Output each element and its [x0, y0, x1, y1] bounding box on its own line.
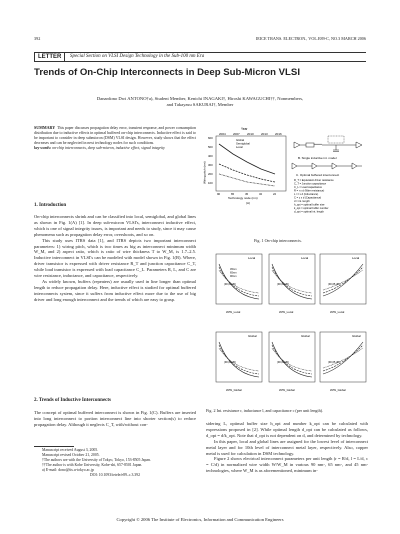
fig1-legend-local: Local — [236, 145, 243, 149]
fig1-panel-a-label: (A) — [246, 201, 250, 205]
fig1-year: 2013 — [261, 132, 268, 136]
fig2-curve — [219, 264, 259, 299]
footnote-doi: DOI: 10.1093/ietele/e89–c.3.392 — [90, 473, 140, 477]
fig1-line-local — [219, 174, 275, 186]
fig1-legend-semiglobal: Semiglobal — [236, 141, 250, 146]
fig2-annotation: (90,65,45) — [277, 283, 289, 286]
fig1-panel-c-circuit — [292, 163, 362, 169]
header-rule — [34, 52, 366, 53]
fig2-panel-frame — [216, 332, 262, 382]
paper-title: Trends of On-Chip Interconnects in Deep Sub-Micron VLSI — [34, 67, 300, 78]
abstract — [34, 125, 196, 151]
fig2-panel-xlabel: W/W_Local — [279, 310, 294, 314]
fig1-legend-line: d_opt = optimal int. length — [294, 210, 324, 214]
fig1-legend-line: R = r x d (Wire resistance) — [294, 189, 325, 193]
section-rule — [34, 61, 366, 62]
keywords-label: key words: — [34, 146, 52, 151]
fig2-annotation: (90,65,45) — [224, 361, 236, 364]
fig1-year: 2007 — [233, 132, 240, 136]
fig2-annotation: (90,65,45) — [328, 361, 340, 364]
fig2-panel-title: Local — [301, 256, 309, 260]
special-section: Special Section on VLSI Design Technology in the Sub-100 nm Era — [70, 54, 205, 59]
fig1-panel-c-label: C. Optimal buffered interconnect — [296, 173, 340, 177]
fig1-xtick: 32 — [259, 192, 263, 196]
fig2-panel-frame — [269, 332, 315, 382]
fig1-years — [219, 132, 282, 136]
right-column-body — [206, 421, 368, 474]
fig1-legend-line: d = int. length — [294, 200, 310, 203]
figure-2-svg — [206, 248, 366, 406]
footnote-received: Manuscript received August 3, 2005. — [42, 448, 99, 452]
fig2-panel-xlabel: W/W_Global — [226, 388, 242, 392]
footnote-email: a) E-mail: dono@iis.u-tokyo.ac.jp — [42, 468, 94, 472]
figure-1 — [202, 124, 366, 246]
fig2-panel-title: Local — [248, 256, 256, 260]
right-paragraph-1: sidering L, optimal buffer size h_opt and number k_opt can be calculated with expressions proposed in [2]. While optimal length d_opt can be calculated as follows, d_opt = d/k_opt. Note that d_opt is not dependent on d, and determined by technology. — [206, 421, 368, 438]
fig2-panel-title: Global — [248, 334, 257, 338]
section-2-heading: 2. Trends of Inductive Interconnects — [34, 398, 111, 403]
fig1-ytick: 300 — [208, 163, 213, 167]
right-paragraph-2: In this paper, local and global lines are assigned for the lowest level of interconnect metal layer and for 10th level of interconnect metal layer, respectively. Also, copper metal is used for calculation in DSM technology. — [206, 438, 368, 456]
fig2-panel — [216, 332, 262, 392]
keywords-text: on-chip interconnects, deep sub-micron, inductive effect, signal integrity — [52, 146, 165, 151]
fig2-panel-title: Global — [301, 334, 310, 338]
fig1-year: 2010 — [247, 132, 254, 136]
fig2-panel-xlabel: W/W_Local — [226, 310, 241, 314]
intro-paragraph-1: On-chip interconnects shrink and can be classified into local, semiglobal, and global lines as shown in Fig. 1(A) [1]. In deep sub-micron VLSI's, interconnect inductive effect, which is one of signal integrity issues, is important and needs to study, since it may cause phenomena such as propagation delay error, overshoots, and so on. — [34, 214, 196, 237]
fig2-panel — [216, 254, 262, 314]
right-paragraph-3: Figure 2 shows electrical interconnect parameters per unit length (r = R/d, l = L/d, c = C/d) in normalized wire width W/W_M in various 90 nm-, 65 nm-, and 45 nm-technologies, where W_M is as aforementioned, minimum in- — [206, 456, 368, 474]
fig2-panel — [320, 254, 366, 314]
figure-2 — [206, 248, 366, 406]
section-1-heading: 1. Introduction — [34, 203, 67, 208]
section-2-paragraph-1: The concept of optimal buffered interconnect is shown in Fig. 1(C). Buffers are inserted into long interconnect to portion interconnect line into shorter section(s) to reduce propagation delay. Although it neglects C_T, with/without con- — [34, 410, 196, 427]
footnote-affil-1: †The authors are with the University of Tokyo, Tokyo, 153-8505 Japan. — [42, 458, 151, 462]
fig2-curve — [272, 342, 312, 377]
fig1-xtick: 45 — [245, 192, 249, 196]
footnote-affil-2: ††The author is with Kobe University, Kobe-shi, 657-8501 Japan. — [42, 463, 143, 467]
fig1-ylabel: Wiring pitch (nm) — [202, 161, 207, 184]
fig2-curve — [272, 264, 312, 299]
fig1-legend-line: h_opt = optimal buffer size — [294, 203, 325, 207]
footnotes — [34, 448, 196, 478]
fig1-ytick: 600 — [208, 136, 213, 140]
figure-1-caption: Fig. 1 On-chip interconnects. — [254, 238, 302, 243]
abstract-text: This paper discusses propagation delay error, transient response, and power consumption distribution due to inductive effects in optimal buffered on-chip interconnects. Inductive effect is said to be important to consider in deep submicron (DSM) VLSI design. However, study shows that the effect decreases and can be neglected in next technology nodes for such conditions. — [34, 126, 197, 146]
figure-1-svg — [202, 124, 366, 246]
fig1-ytick: 500 — [208, 145, 213, 149]
fig1-ytick: 200 — [208, 172, 213, 176]
fig1-panel-b-label: B. Single inductive int. model — [298, 156, 337, 160]
fig2-annotation: (90,65,45) — [224, 283, 236, 286]
fig1-legend-line: k_opt = optimal buffer number — [294, 207, 329, 210]
fig1-year: 2016 — [275, 132, 282, 136]
fig1-legend — [236, 138, 250, 149]
fig2-curve — [219, 342, 259, 377]
section-1-body — [34, 214, 196, 303]
fig1-year-label: Year — [241, 127, 248, 131]
fig1-line-semiglobal — [219, 164, 275, 182]
fig1-xtick: 65 — [231, 192, 235, 196]
fig2-panel — [269, 332, 315, 392]
fig2-panel-xlabel: W/W_Local — [330, 310, 345, 314]
section-2-body — [34, 410, 196, 428]
fig1-year: 2004 — [219, 132, 226, 136]
fig2-panel-xlabel: W/W_Global — [330, 388, 346, 392]
intro-paragraph-3: As widely known, buffers (repeaters) are usually used in line longer than optimal length to reduce propagation delay. Here, inductive effect is studied for optimal buffered interconnects system, since it suffers from inductive effect more due to the use of big driver and long enough interconnect and the trends of which are easy to grasp. — [34, 278, 196, 302]
fig2-panel-title: Local — [352, 256, 360, 260]
fig2-panel — [320, 332, 366, 392]
page-number: 392 — [34, 36, 41, 41]
authors — [40, 96, 360, 108]
intro-paragraph-2: This study uses ITRS data [1], and ITRS depicts two important interconnect parameters: 1) wiring pitch, which is two times as big as interconnect minimum width W_M, and 2) aspect ratio, which is ratio of wire thickness T to W_M, is 1.7–2.5. Inductive interconnect in VLSI's can be modeled with model shown in Fig. 1(B). Where, driver transistor is expressed with driver resistance R_T and junction capacitance C_T, while load transistor is expressed with load capacitance C_L. Parameters R, L, and C are wire resistance, inductance, and capacitance, respectively. — [34, 237, 196, 279]
fig1-legend-line: R_T = Equivalent driver resistance — [294, 179, 334, 182]
fig2-panel-frame — [216, 254, 262, 304]
fig1-xlabel: Technology node (nm) — [228, 196, 258, 200]
fig2-panel — [269, 254, 315, 314]
abstract-label: SUMMARY — [34, 125, 56, 130]
fig2-panel-frame — [269, 254, 315, 304]
fig2-annotation: (90,65,45) — [277, 361, 289, 364]
fig1-panel-b-circuit — [294, 136, 362, 152]
letter-badge-text: LETTER — [38, 54, 62, 60]
fig2-panel-frame — [320, 254, 366, 304]
fig2-panel-title: Global — [352, 334, 361, 338]
fig2-panel-xlabel: W/W_Global — [279, 388, 295, 392]
fig1-legend-line: C = c x d (Capacitance) — [294, 196, 322, 200]
fig2-legend-entry: 45nm — [230, 268, 237, 271]
footnote-rule — [34, 446, 74, 447]
footnote-revised: Manuscript revised October 21, 2005. — [42, 453, 100, 457]
fig2-legend-entry: 90nm — [230, 275, 237, 278]
fig1-ytick: 100 — [208, 181, 213, 185]
fig2-panel-frame — [320, 332, 366, 382]
fig1-legend-global: Global — [236, 138, 245, 142]
fig1-legend-line: C_L = Load capacitance — [294, 186, 322, 189]
authors-line-2: and Takayasu SAKURAI†, Member — [166, 102, 234, 108]
fig2-legend-entry: 65nm — [230, 271, 237, 275]
fig1-legend-line: C_T = Junction capacitance — [294, 182, 327, 186]
fig1-legend-lines — [294, 178, 334, 214]
authors-line-1: Danardono Dwi ANTONO†a), Student Member, Kenichi INAGAKI†, Hiroshi KAWAGUCHI††, Nonmembers, — [96, 96, 304, 101]
fig1-plot-frame — [216, 136, 286, 191]
fig1-yticks — [208, 136, 213, 185]
fig2-annotation: (90,65,45) — [328, 283, 340, 286]
fig1-ytick: 400 — [208, 154, 213, 158]
fig1-xtick: 22 — [273, 192, 277, 196]
journal-header: IEICE TRANS. ELECTRON., VOL.E89-C, NO.3 MARCH 2006 — [255, 36, 366, 41]
copyright: Copyright © 2006 The Institute of Electronics, Information and Communication Engineers — [116, 517, 284, 522]
figure-2-caption: Fig. 2 Int. resistance r, inductance l, and capacitance c (per unit length). — [206, 408, 324, 413]
fig1-xtick: 90 — [217, 192, 221, 196]
fig1-legend-line: L = l x d (Inductance) — [294, 193, 319, 196]
